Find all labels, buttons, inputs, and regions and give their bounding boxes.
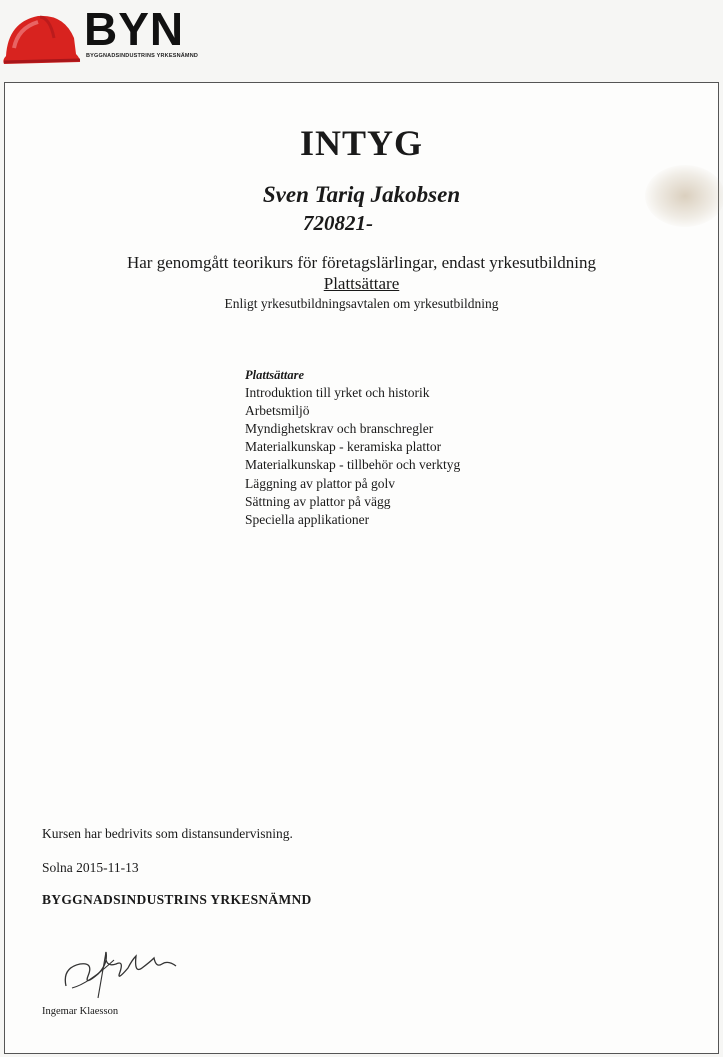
list-item: Myndighetskrav och branschregler [245,421,434,437]
list-item: Speciella applikationer [245,511,370,527]
module-list [245,366,460,529]
logo-text: BYN [84,3,185,55]
place-date: Solna 2015-11-13 [42,860,139,875]
certificate-title: INTYG [299,123,424,163]
list-item: Arbetsmiljö [245,403,310,419]
list-item: Introduktion till yrket och historik [245,385,430,401]
handwritten-signature [58,938,188,1004]
recipient-id-number: 720821- [303,211,373,235]
logo-subtitle: BYGGNADSINDUSTRINS YRKESNÄMND [86,53,199,59]
list-item: Materialkunskap - tillbehör och verktyg [245,457,461,473]
distance-note: Kursen har bedrivits som distansundervisning. [42,826,293,841]
module-heading: Plattsättare [245,368,305,382]
recipient-name: Sven Tariq Jakobsen [262,182,461,207]
list-item: Sättning av plattor på vägg [245,493,391,509]
letterhead [0,0,723,82]
agreement-text: Enligt yrkesutbildningsavtalen om yrkesutbildning [224,296,499,311]
signer-name: Ingemar Klaesson [42,1006,119,1017]
list-item: Läggning av plattor på golv [245,475,395,491]
issuing-organization: BYGGNADSINDUSTRINS YRKESNÄMND [42,892,312,907]
list-item: Materialkunskap - keramiska plattor [245,439,442,455]
hard-hat-logo-icon [2,8,82,68]
course-description: Har genomgått teorikurs för företagslärlingar, endast yrkesutbildning [126,253,597,272]
trade-name: Plattsättare [323,274,400,293]
